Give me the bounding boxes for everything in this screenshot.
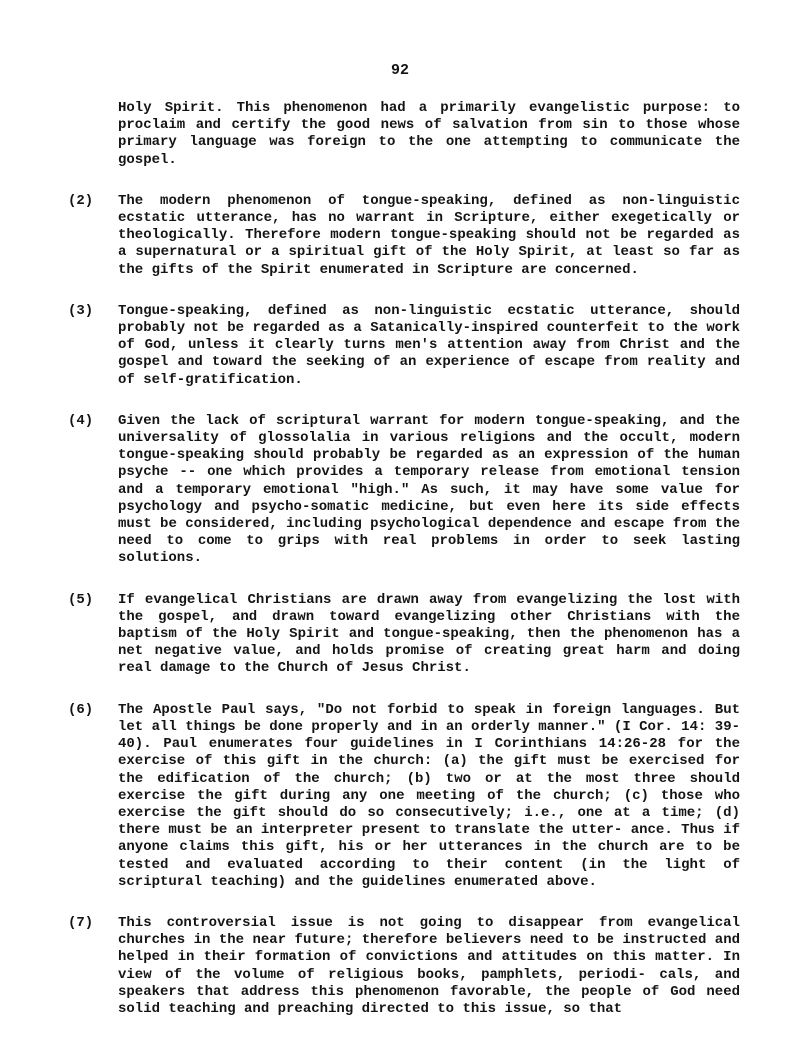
item-number: (4) bbox=[68, 412, 94, 429]
item-text: Given the lack of scriptural warrant for modern tongue-speaking, and the universality of glossolalia in various religions and the occult, modern tongue-speaking should probably be regarded as an expression of the human psyche -- one which provides a temporary release from emotional tension and a temporary emotional "high." As such, it may have some value for psychology and psycho-somatic medicine, but even here its side effects must be considered, including psychological dependence and escape from the need to come to grips with real problems in order to seek lasting solutions. bbox=[118, 412, 740, 567]
item-text: This controversial issue is not going to disappear from evangelical churches in the near future; therefore believers need to be instructed and helped in their formation of convictions and attitudes on this matter. In view of the volume of religious books, pamphlets, periodi- cals, and speakers that address this phenomenon favorable, the people of God need solid teaching and preaching directed to this issue, so that bbox=[118, 914, 740, 1017]
list-item-7 bbox=[68, 915, 740, 1018]
list-item-2 bbox=[68, 193, 740, 279]
list-item-3 bbox=[68, 303, 740, 389]
list-item-6 bbox=[68, 702, 740, 891]
item-number: (6) bbox=[68, 701, 94, 718]
item-text: Tongue-speaking, defined as non-linguistic ecstatic utterance, should probably not be regarded as a Satanically-inspired counterfeit to the work of God, unless it clearly turns men's attention away from Christ and the gospel and toward the seeking of an experience of escape from reality and of self-gratification. bbox=[118, 302, 740, 388]
item-text: The Apostle Paul says, "Do not forbid to speak in foreign languages. But let all things be done properly and in an orderly manner." (I Cor. 14: 39-40). Paul enumerates four guidelines in I Corinthians 14:26-28 for the exercise of this gift in the church: (a) the gift must be exercised for the edification of the church; (b) two or at the most three should exercise the gift during any one meeting of the church; (c) those who exercise the gift should do so consecutively; i.e., one at a time; (d) there must be an interpreter present to translate the utter- ance. Thus if anyone claims this gift, his or her utterances in the church are to be tested and evaluated according to their content (in the light of scriptural teaching) and the guidelines enumerated above. bbox=[118, 701, 740, 890]
item-text: If evangelical Christians are drawn away from evangelizing the lost with the gospel, and drawn toward evangelizing other Christians with the baptism of the Holy Spirit and tongue-speaking, then the phenomenon has a net negative value, and holds promise of creating great harm and doing real damage to the Church of Jesus Christ. bbox=[118, 591, 740, 677]
page-number: 92 bbox=[390, 62, 409, 79]
item-number: (3) bbox=[68, 302, 94, 319]
continuation-paragraph: Holy Spirit. This phenomenon had a primarily evangelistic purpose: to proclaim and certify the good news of salvation from sin to those whose primary language was foreign to the one attempting to communicate the gospel. bbox=[118, 100, 740, 168]
item-number: (7) bbox=[68, 914, 94, 931]
item-number: (2) bbox=[68, 192, 94, 209]
item-number: (5) bbox=[68, 591, 94, 608]
list-item-4 bbox=[68, 413, 740, 568]
page-body bbox=[68, 100, 740, 1042]
item-text: The modern phenomenon of tongue-speaking, defined as non-linguistic ecstatic utterance, has no warrant in Scripture, either exegetically or theologically. Therefore modern tongue-speaking should not be regarded as a supernatural or a spiritual gift of the Holy Spirit, at least so far as the gifts of the Spirit enumerated in Scripture are concerned. bbox=[118, 192, 740, 278]
list-item-5 bbox=[68, 592, 740, 678]
